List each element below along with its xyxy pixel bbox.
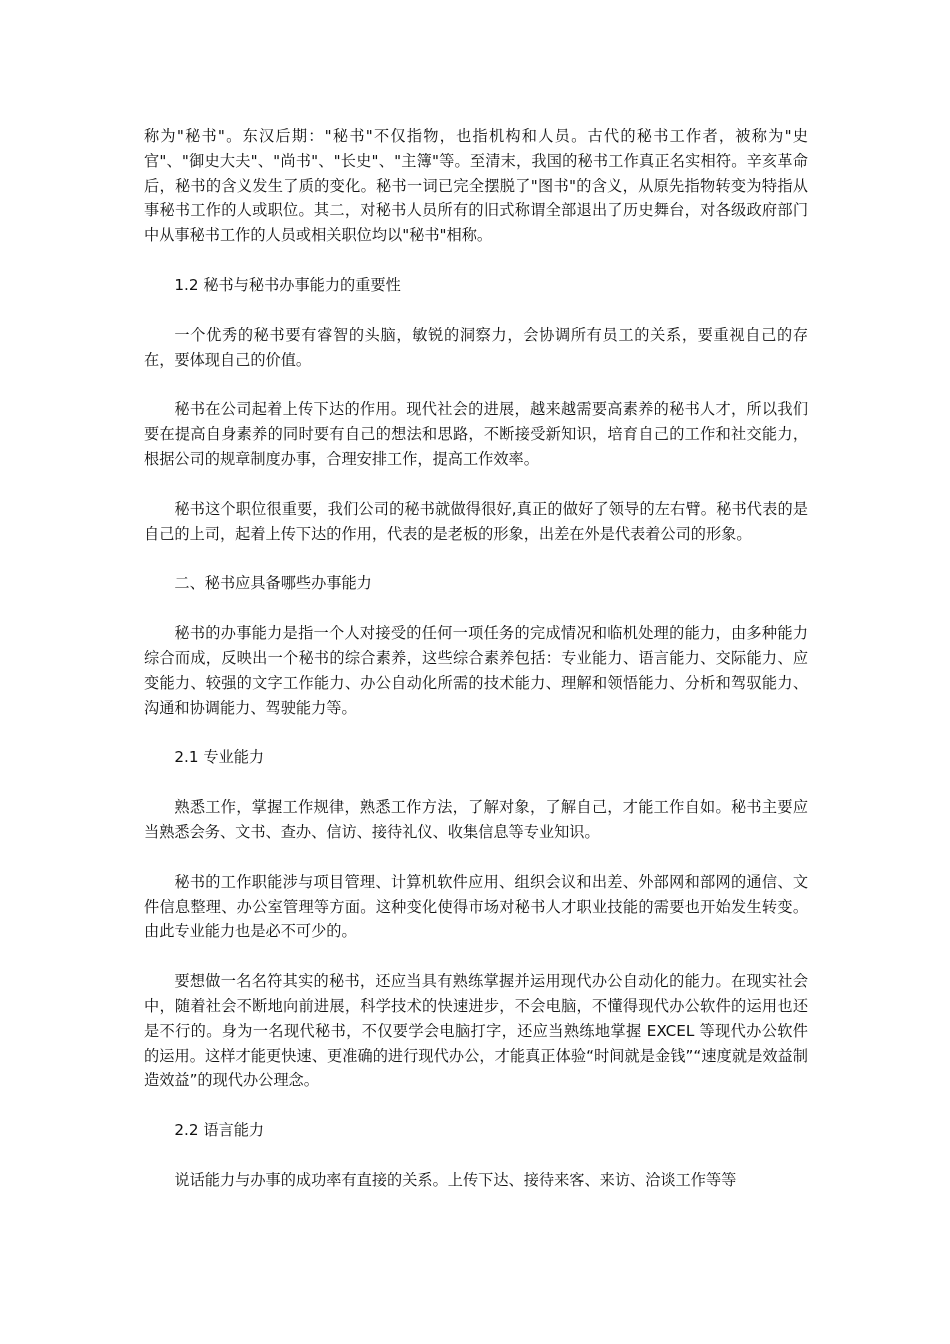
paragraph-secretary-position: 秘书这个职位很重要，我们公司的秘书就做得很好,真正的做好了领导的左右臂。秘书代表的是自己的上司，起着上传下达的作用，代表的是老板的形象，出差在外是代表着公司的形象。 — [144, 499, 808, 543]
paragraph-language-ability: 说话能力与办事的成功率有直接的关系。上传下达、接待来客、来访、洽谈工作等等 — [174, 1170, 737, 1189]
paragraph-familiar-work: 熟悉工作，掌握工作规律，熟悉工作方法，了解对象，了解自己，才能工作自如。秘书主要应当熟悉会务、文书、查办、信访、接待礼仪、收集信息等专业知识。 — [144, 798, 808, 841]
paragraph-abilities-overview: 秘书的办事能力是指一个人对接受的任何一项任务的完成情况和临机处理的能力，由多种能力综合而成，反映出一个秘书的综合素养，这些综合素养包括：专业能力、语言能力、交际能力、应变能力、较强的文字工作能力、办公自动化所需的技术能力、理解和领悟能力、分析和驾驭能力、沟通和协调能力、驾驶能力等。 — [144, 624, 808, 717]
section-heading-1-2: 1.2 秘书与秘书办事能力的重要性 — [174, 275, 401, 294]
paragraph-office-automation: 要想做一名名符其实的秘书，还应当具有熟练掌握并运用现代办公自动化的能力。在现实社会中，随着社会不断地向前进展，科学技术的快速进步，不会电脑，不懂得现代办公软件的运用也还是不行的。身为一名现代秘书，不仅要学会电脑打字，还应当熟练地掌握 EXCEL 等现代办公软件的运用。这样才能更快速、更准确的进行现代办公，才能真正体验“时间就是金钱”“速度就是效益制造效益”的现代办公理念。 — [144, 972, 808, 1090]
section-heading-2-1: 2.1 专业能力 — [174, 748, 265, 767]
paragraph-secretary-history: 称为"秘书"。东汉后期："秘书"不仅指物，也指机构和人员。古代的秘书工作者，被称为"史官"、"御史大夫"、"尚书"、"长史"、"主簿"等。至清末，我国的秘书工作真正名实相符。辛亥革命后，秘书的含义发生了质的变化。秘书一词已完全摆脱了"图书"的含义，从原先指物转变为特指从事秘书工作的人或职位。其二，对秘书人员所有的旧式称谓全部退出了历史舞台，对各级政府部门中从事秘书工作的人员或相关职位均以"秘书"相称。 — [144, 127, 808, 245]
paragraph-work-functions: 秘书的工作职能涉与项目管理、计算机软件应用、组织会议和出差、外部网和部网的通信、文件信息整理、办公室管理等方面。这种变化使得市场对秘书人才职业技能的需要也开始发生转变。由此专业能力也是必不可少的。 — [144, 872, 808, 941]
paragraph-excellent-secretary: 一个优秀的秘书要有睿智的头脑，敏锐的洞察力，会协调所有员工的关系，要重视自己的存在，要体现自己的价值。 — [144, 325, 808, 369]
document-page — [144, 124, 808, 1218]
section-heading-2-2: 2.2 语言能力 — [174, 1121, 265, 1140]
section-heading-2: 二、秘书应具备哪些办事能力 — [174, 574, 372, 593]
paragraph-secretary-role: 秘书在公司起着上传下达的作用。现代社会的进展，越来越需要高素养的秘书人才，所以我们要在提高自身素养的同时要有自己的想法和思路，不断接受新知识，培育自己的工作和社交能力，根据公司的规章制度办事，合理安排工作，提高工作效率。 — [144, 400, 808, 468]
